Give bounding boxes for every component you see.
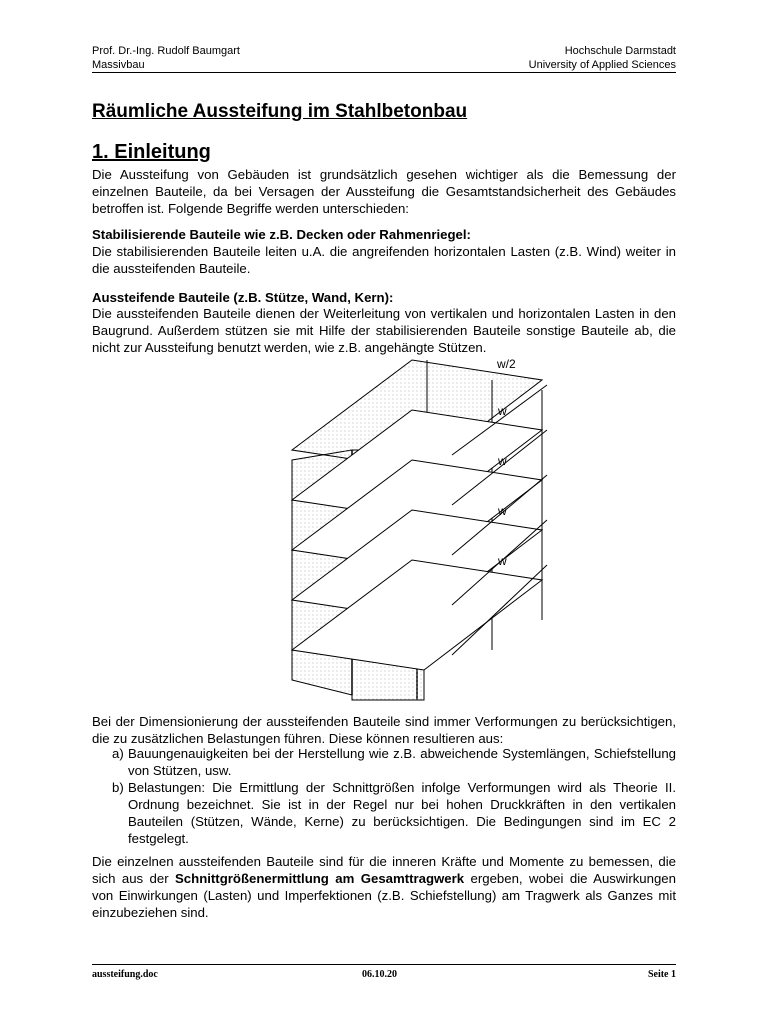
section-heading: 1. Einleitung [92,141,211,163]
stab-heading: Stabilisierende Bauteile wie z.B. Decken oder Rahmenriegel: [92,227,471,242]
list-item [92,779,676,847]
header-subject: Massivbau [92,59,145,71]
list-text: Bauungenauigkeiten bei der Herstellung wie z.B. abweichende Systemlängen, Schiefstellung von Stützen, usw. [128,746,676,778]
footer-file: aussteifung.doc [92,969,158,980]
list-text: Belastungen: Die Ermittlung der Schnittgrößen infolge Verformungen wird als Theorie II. Ordnung bezeichnet. Sie ist in der Regel nur bei hohen Druckkräften in den vertikalen Bauteilen (Stützen, Wände, Kerne) zu berücksichtigen. Die Bedingungen sind im EC 2 festgelegt. [128,780,676,846]
load-label-top: w/2 [497,357,516,371]
load-label-1: w [498,404,507,418]
footer-page: Seite 1 [647,969,676,980]
auss-text: Die aussteifenden Bauteile dienen der Weiterleitung von vertikalen und horizontalen Lasten in den Baugrund. Außerdem stützen sie mit Hilfe der stabilisierenden Bauteile sonstige Bauteile ab, die nicht zur Aussteifung benutzt werden, wie z.B. angehängte Stützen. [92,306,676,355]
final-text-1: Die einzelnen aussteifenden Bauteile sind für die inneren Kräfte und Momente zu bemessen, die sich aus der [92,854,676,886]
list-marker: b) [112,780,124,795]
footer-date: 06.10.20 [362,969,397,980]
final-paragraph [92,853,676,921]
building-drawing [252,350,552,705]
load-label-2: w [498,454,507,468]
header-school-sub: University of Applied Sciences [528,59,676,71]
final-bold: Schnittgrößenermittlung am Gesamttragwerk [175,871,465,886]
load-label-3: w [498,504,507,518]
list-item [92,745,676,779]
document-title: Räumliche Aussteifung im Stahlbetonbau [92,101,468,122]
final-text-2: ergeben, wobei die Auswirkungen von Einwirkungen (Lasten) und Imperfektionen (z.B. Schiefstellung) am Tragwerk als Ganzes mit einzubeziehen sind. [92,871,676,920]
header-rule [92,72,676,73]
list-marker: a) [112,746,124,761]
header-author: Prof. Dr.-Ing. Rudolf Baumgart [92,45,240,57]
document-page [92,0,676,1024]
dim-paragraph: Bei der Dimensionierung der aussteifenden Bauteile sind immer Verformungen zu berücksichtigen, die zu zusätzlichen Belastungen führen. Diese können resultieren aus: [92,714,676,746]
auss-heading: Aussteifende Bauteile (z.B. Stütze, Wand, Kern): [92,290,394,305]
load-label-4: w [498,554,507,568]
header-school: Hochschule Darmstadt [564,45,676,57]
deformation-list [92,745,676,847]
building-bracing-figure [252,350,552,705]
intro-paragraph: Die Aussteifung von Gebäuden ist grundsätzlich gesehen wichtiger als die Bemessung der einzelnen Bauteile, da bei Versagen der Aussteifung die Gesamtstandsicherheit des Gebäudes betroffen ist. Folgende Begriffe werden unterschieden: [92,167,676,216]
stab-text: Die stabilisierenden Bauteile leiten u.A. die angreifenden horizontalen Lasten (z.B. Wind) weiter in die aussteifenden Bauteile. [92,244,676,276]
footer-rule [92,964,676,965]
